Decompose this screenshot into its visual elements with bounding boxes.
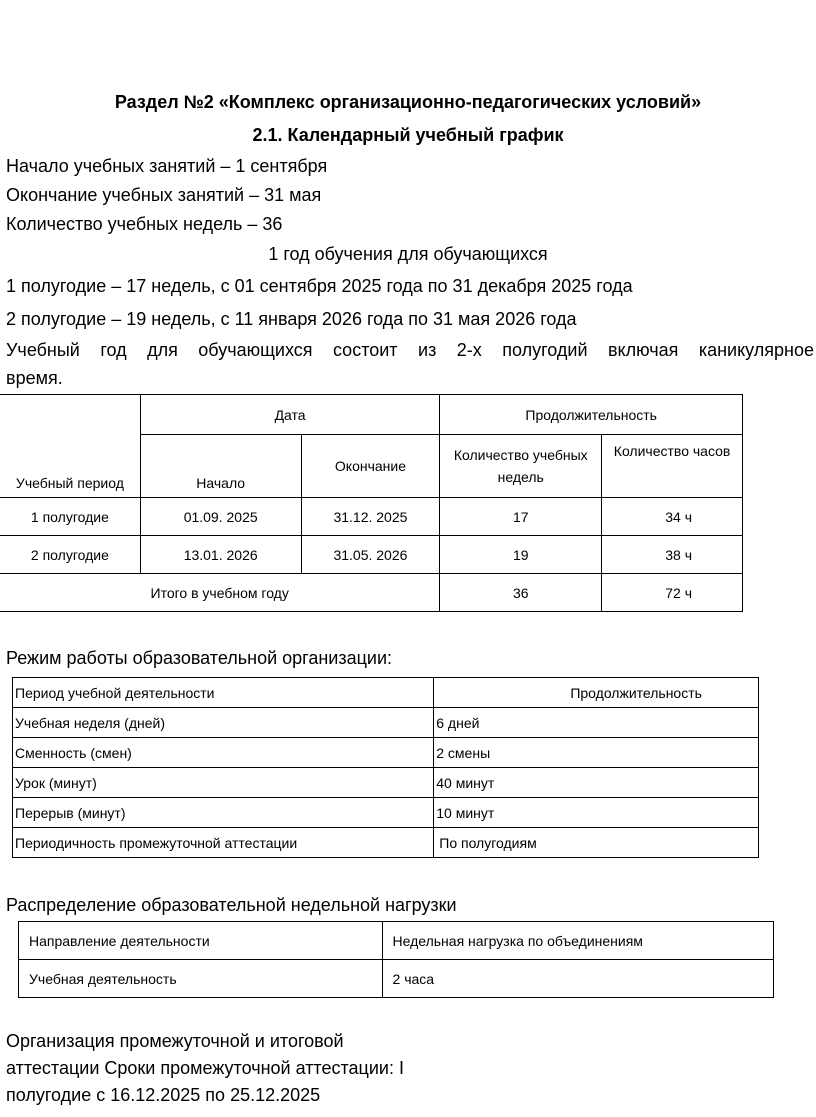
- table-row: [13, 678, 759, 708]
- schedule-table: [0, 394, 743, 612]
- mode-title: Режим работы образовательной организации:: [6, 648, 393, 668]
- school-year-end: время.: [6, 368, 63, 388]
- mode-header-right: Продолжительность: [434, 678, 759, 708]
- header-hours: Количество часов: [602, 435, 743, 498]
- mode-label: Учебная неделя (дней): [13, 708, 434, 738]
- table-row: [0, 536, 743, 574]
- word: каникулярное: [698, 340, 814, 360]
- load-row-left: Учебная деятельность: [19, 960, 383, 998]
- cell-period: 1 полугодие: [0, 498, 140, 536]
- word: год: [100, 340, 127, 360]
- load-row-right: 2 часа: [382, 960, 773, 998]
- table-row: [13, 798, 759, 828]
- table-row: [13, 708, 759, 738]
- header-period: Учебный период: [0, 395, 140, 498]
- mode-table: [12, 677, 759, 858]
- end-line: Окончание учебных занятий – 31 мая: [6, 185, 322, 205]
- mode-value: По полугодиям: [434, 828, 759, 858]
- cell-weeks: 17: [440, 498, 602, 536]
- attestation-line: Организация промежуточной и итоговой: [6, 1031, 344, 1051]
- word: Учебный: [6, 340, 80, 360]
- mode-value: 2 смены: [434, 738, 759, 768]
- header-date: Дата: [140, 395, 440, 435]
- mode-label: Перерыв (минут): [13, 798, 434, 828]
- section-title: Раздел №2 «Комплекс организационно-педагогических условий»: [114, 92, 702, 112]
- table-row: [19, 960, 774, 998]
- table-row: [13, 768, 759, 798]
- load-header-right: Недельная нагрузка по объединениям: [382, 922, 773, 960]
- attestation-line: полугодие с 16.12.2025 по 25.12.2025: [6, 1085, 321, 1105]
- header-duration: Продолжительность: [440, 395, 743, 435]
- half2-line: 2 полугодие – 19 недель, с 11 января 2026 года по 31 мая 2026 года: [6, 309, 577, 329]
- mode-header-left: Период учебной деятельности: [13, 678, 434, 708]
- table-row: [13, 738, 759, 768]
- mode-value: 6 дней: [434, 708, 759, 738]
- word: состоит: [332, 340, 398, 360]
- word: 2-х: [456, 340, 482, 360]
- school-year-line: [6, 340, 814, 361]
- cell-start: 01.09. 2025: [140, 498, 301, 536]
- word: полугодий: [502, 340, 588, 360]
- table-row-total: [0, 574, 743, 612]
- cell-hours: 38 ч: [602, 536, 743, 574]
- header-start: Начало: [140, 435, 301, 498]
- mode-label: Сменность (смен): [13, 738, 434, 768]
- table-row: [0, 498, 743, 536]
- header-weeks: Количество учебных недель: [440, 435, 602, 498]
- attestation-line: аттестации Сроки промежуточной аттестации: I: [6, 1058, 404, 1078]
- total-weeks: 36: [440, 574, 602, 612]
- cell-period: 2 полугодие: [0, 536, 140, 574]
- half1-line: 1 полугодие – 17 недель, с 01 сентября 2025 года по 31 декабря 2025 года: [6, 276, 633, 296]
- word: для: [147, 340, 178, 360]
- cell-start: 13.01. 2026: [140, 536, 301, 574]
- cell-hours: 34 ч: [602, 498, 743, 536]
- weeks-line: Количество учебных недель – 36: [6, 214, 283, 234]
- cell-end: 31.12. 2025: [301, 498, 440, 536]
- word: обучающихся: [198, 340, 313, 360]
- header-end: Окончание: [301, 435, 440, 498]
- word: включая: [607, 340, 679, 360]
- year-line: 1 год обучения для обучающихся: [268, 244, 548, 264]
- mode-label: Урок (минут): [13, 768, 434, 798]
- cell-end: 31.05. 2026: [301, 536, 440, 574]
- mode-label: Периодичность промежуточной аттестации: [13, 828, 434, 858]
- total-hours: 72 ч: [602, 574, 743, 612]
- total-label: Итого в учебном году: [0, 574, 440, 612]
- load-header-left: Направление деятельности: [19, 922, 383, 960]
- load-table: [18, 921, 774, 998]
- cell-weeks: 19: [440, 536, 602, 574]
- word: из: [418, 340, 437, 360]
- table-row: [19, 922, 774, 960]
- load-title: Распределение образовательной недельной нагрузки: [6, 895, 457, 915]
- start-line: Начало учебных занятий – 1 сентября: [6, 156, 328, 176]
- mode-value: 10 минут: [434, 798, 759, 828]
- table-row: [13, 828, 759, 858]
- mode-value: 40 минут: [434, 768, 759, 798]
- subsection-title: 2.1. Календарный учебный график: [252, 125, 564, 145]
